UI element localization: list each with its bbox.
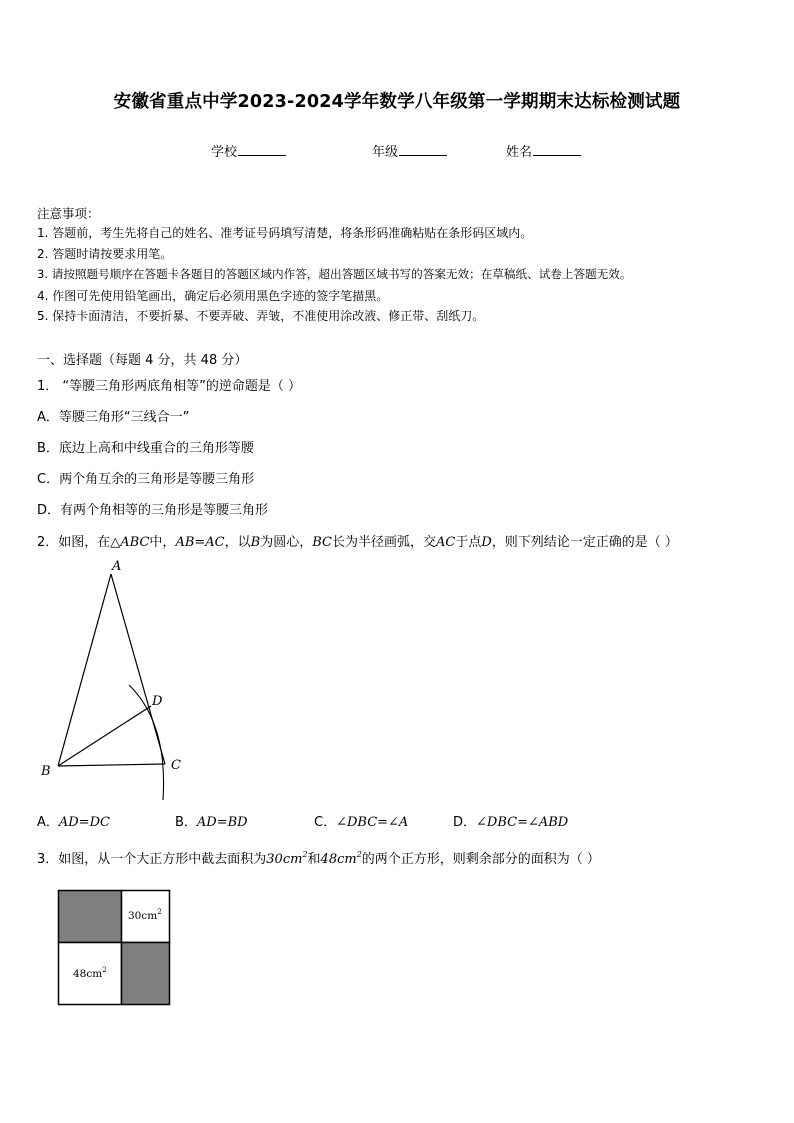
school-blank (238, 142, 286, 156)
question-2-stem: 2．如图，在△ABC中，AB=AC，以B为圆心，BC长为半径画弧，交AC于点D，则下列结论一定正确的是（ ） (37, 535, 678, 550)
q1-option-a: A．等腰三角形“三线合一” (37, 410, 190, 425)
note-item: 4. 作图可先使用铅笔画出，确定后必须用黑色字迹的签字笔描黑。 (37, 289, 389, 303)
label-a: A (112, 559, 122, 574)
q2-option-c: C．∠DBC=∠A (314, 815, 409, 830)
note-item: 1. 答题前，考生先将自己的姓名、准考证号码填写清楚，将条形码准确粘贴在条形码区域内。 (37, 226, 533, 240)
school-field (211, 141, 286, 160)
name-blank (533, 142, 581, 156)
note-item: 2. 答题时请按要求用笔。 (37, 247, 173, 261)
name-label: 姓名 (506, 145, 533, 160)
grade-field (372, 141, 447, 160)
q1-option-c: C．两个角互余的三角形是等腰三角形 (37, 472, 255, 487)
page-title: 安徽省重点中学2023-2024学年数学八年级第一学期期末达标检测试题 (113, 92, 681, 112)
school-label: 学校 (211, 145, 238, 160)
side-bc (58, 764, 165, 766)
section-heading: 一、选择题（每题 4 分，共 48 分） (37, 353, 248, 368)
grade-label: 年级 (372, 145, 399, 160)
q1-option-b: B．底边上高和中线重合的三角形等腰 (37, 441, 254, 456)
q2-option-d: D．∠DBC=∠ABD (453, 815, 569, 830)
name-field (506, 141, 581, 160)
shaded-square-top-left (59, 891, 122, 943)
q2-option-a: A．AD=DC (37, 815, 110, 830)
note-item: 3. 请按照题号顺序在答题卡各题目的答题区域内作答，超出答题区域书写的答案无效；在草稿纸、试卷上答题无效。 (37, 267, 632, 281)
note-item: 5. 保持卡面清洁，不要折暴、不要弄破、弄皱，不准使用涂改液、修正带、刮纸刀。 (37, 309, 485, 323)
squares-figure (57, 889, 172, 1007)
question-3-stem: 3．如图，从一个大正方形中截去面积为$30cm^2$和$48cm^2$的两个正方形，则剩余部分的面积为（ ） (37, 850, 600, 867)
q1-option-d: D．有两个角相等的三角形是等腰三角形 (37, 503, 269, 518)
label-48cm2: $48cm^2$ (73, 966, 107, 980)
grade-blank (399, 142, 447, 156)
label-30cm2: $30cm^2$ (128, 908, 162, 922)
label-c: C (171, 758, 181, 773)
label-b: B (41, 764, 51, 779)
question-1-stem: 1． “等腰三角形两底角相等”的逆命题是（ ） (37, 379, 302, 394)
shaded-square-bottom-right (122, 943, 170, 1005)
side-ac (111, 574, 165, 764)
notes-heading: 注意事项： (37, 206, 100, 221)
q2-option-b: B．AD=BD (175, 815, 248, 830)
label-d: D (152, 694, 163, 709)
triangle-figure (30, 555, 200, 805)
